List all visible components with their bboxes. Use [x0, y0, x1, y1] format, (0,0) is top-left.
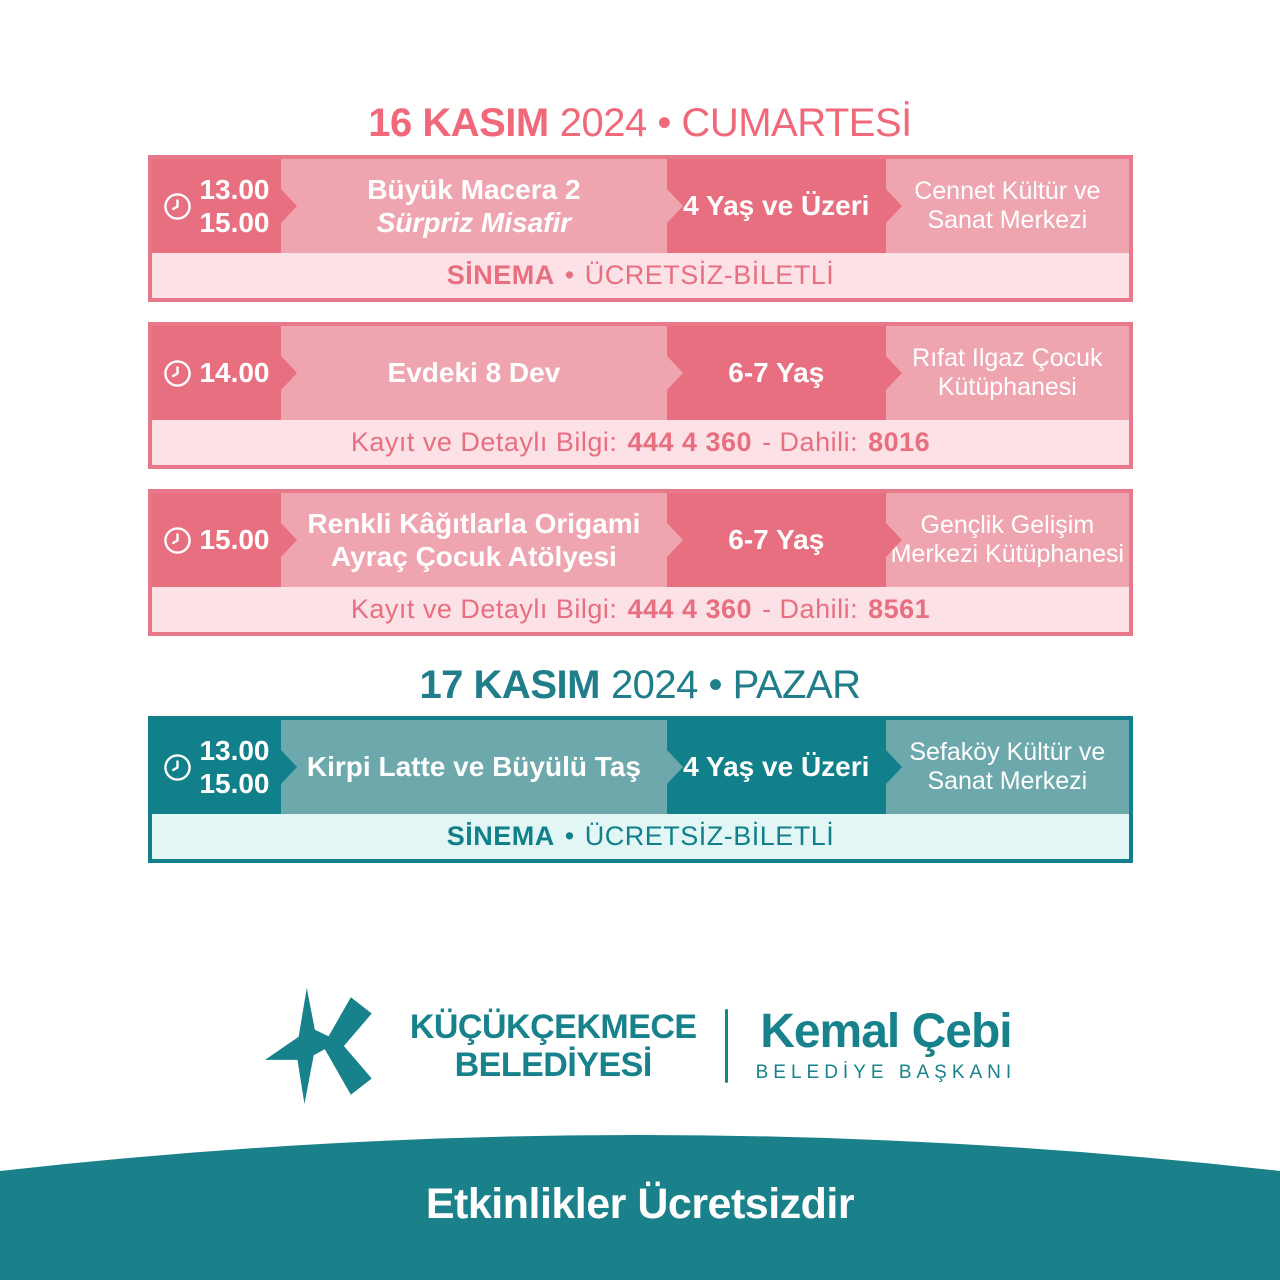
- event-card-origami-atolyesi: [148, 489, 1133, 636]
- event-time: 15.00: [199, 768, 270, 799]
- age-text: 6-7 Yaş: [728, 524, 825, 556]
- chevron-right-icon: [281, 356, 297, 390]
- municipality-line1: KÜÇÜKÇEKMECE: [409, 1007, 697, 1046]
- event-location: [886, 493, 1129, 587]
- event-time: 14.00: [199, 357, 270, 389]
- chevron-right-icon: [886, 523, 902, 557]
- sunday-date: 17 KASIM: [419, 663, 600, 707]
- footer-info-label: Kayıt ve Detaylı Bilgi:: [350, 427, 618, 457]
- event-time: 13.00: [199, 734, 270, 766]
- time-segment: [152, 720, 281, 814]
- event-time: 15.00: [199, 207, 270, 238]
- age-text: 4 Yaş ve Üzeri: [683, 751, 870, 783]
- footer-phone: 444 4 360: [627, 427, 753, 457]
- chevron-right-icon: [886, 356, 902, 390]
- chevron-right-icon: [886, 750, 902, 784]
- saturday-date: 16 KASIM: [368, 101, 549, 145]
- location-line: Sanat Merkezi: [927, 767, 1088, 795]
- clock-icon: [163, 192, 192, 221]
- event-card-evdeki-8-dev: [148, 322, 1133, 469]
- event-times: [199, 356, 269, 389]
- location-line: Gençlik Gelişim: [920, 510, 1095, 539]
- location-line: Merkezi Kütüphanesi: [890, 540, 1125, 568]
- event-times: [199, 523, 269, 556]
- chevron-right-icon: [281, 189, 297, 223]
- event-time: 13.00: [199, 173, 270, 205]
- footer-admission: ÜCRETSİZ-BİLETLİ: [584, 821, 835, 851]
- clock-icon: [163, 359, 192, 388]
- location-line: Kütüphanesi: [937, 373, 1077, 401]
- event-subtitle: Sürpriz Misafir: [376, 207, 572, 238]
- card-footer: [152, 253, 1129, 298]
- event-title-line: Ayraç Çocuk Atölyesi: [331, 541, 617, 572]
- event-location: [886, 326, 1129, 420]
- event-card-kirpi-latte: [148, 716, 1133, 863]
- chevron-right-icon: [667, 356, 683, 390]
- location-line: Sefaköy Kültür ve: [909, 737, 1106, 766]
- event-row: [152, 493, 1129, 587]
- chevron-right-icon: [667, 189, 683, 223]
- footer-category: SİNEMA: [446, 821, 555, 851]
- footer-admission: ÜCRETSİZ-BİLETLİ: [584, 260, 835, 290]
- time-segment: [152, 326, 281, 420]
- k-star-icon: [264, 988, 382, 1104]
- card-footer: [152, 814, 1129, 859]
- footer-info-label: Kayıt ve Detaylı Bilgi:: [350, 594, 618, 624]
- time-segment: [152, 159, 281, 253]
- chevron-right-icon: [667, 750, 683, 784]
- event-times: [199, 734, 269, 800]
- saturday-section-header: [0, 101, 1280, 146]
- age-text: 6-7 Yaş: [728, 357, 825, 389]
- footer-extension: 8561: [868, 594, 931, 624]
- footer-extension: 8016: [868, 427, 931, 457]
- footer-dot: •: [564, 821, 575, 851]
- event-title-line: Kirpi Latte ve Büyülü Taş: [306, 751, 641, 783]
- event-title: [281, 326, 667, 420]
- footer-category: SİNEMA: [446, 260, 555, 290]
- card-footer: [152, 420, 1129, 465]
- municipality-logo: [0, 988, 1280, 1104]
- event-card-buyuk-macera: [148, 155, 1133, 302]
- event-title: [281, 720, 667, 814]
- event-time: 15.00: [199, 524, 270, 556]
- age-badge: [667, 159, 886, 253]
- municipality-line2: BELEDİYESİ: [454, 1046, 652, 1084]
- chevron-right-icon: [667, 523, 683, 557]
- mayor-name: Kemal Çebi: [760, 1005, 1012, 1058]
- clock-icon: [163, 753, 192, 782]
- chevron-right-icon: [281, 523, 297, 557]
- event-location: [886, 159, 1129, 253]
- mayor-signature: [755, 1005, 1017, 1084]
- chevron-right-icon: [886, 189, 902, 223]
- age-badge: [667, 493, 886, 587]
- footer-extension-label: - Dahili:: [762, 594, 859, 624]
- event-times: [199, 173, 269, 239]
- age-badge: [667, 720, 886, 814]
- time-segment: [152, 493, 281, 587]
- mayor-title: BELEDİYE BAŞKANI: [755, 1062, 1017, 1083]
- event-title-line: Evdeki 8 Dev: [387, 357, 561, 389]
- event-row: [152, 326, 1129, 420]
- event-title-line: Renkli Kâğıtlarla Origami: [307, 507, 641, 539]
- chevron-right-icon: [281, 750, 297, 784]
- footer-extension-label: - Dahili:: [762, 427, 859, 457]
- clock-icon: [163, 526, 192, 555]
- footer-dot: •: [564, 260, 575, 290]
- age-badge: [667, 326, 886, 420]
- location-line: Sanat Merkezi: [927, 206, 1088, 234]
- event-title: [281, 493, 667, 587]
- logo-divider: [725, 1009, 728, 1083]
- location-line: Cennet Kültür ve: [914, 176, 1101, 205]
- event-row: [152, 159, 1129, 253]
- municipality-name: [410, 1008, 697, 1084]
- event-title-line: Büyük Macera 2: [367, 173, 581, 205]
- location-line: Rıfat Ilgaz Çocuk: [912, 343, 1103, 372]
- age-text: 4 Yaş ve Üzeri: [683, 190, 870, 222]
- saturday-date-rest: 2024 • CUMARTESİ: [559, 101, 912, 145]
- sunday-date-rest: 2024 • PAZAR: [610, 663, 861, 707]
- card-footer: [152, 587, 1129, 632]
- event-row: [152, 720, 1129, 814]
- free-events-text: Etkinlikler Ücretsizdir: [425, 1180, 855, 1228]
- event-location: [886, 720, 1129, 814]
- event-title: [281, 159, 667, 253]
- sunday-section-header: [0, 663, 1280, 708]
- footer-phone: 444 4 360: [627, 594, 753, 624]
